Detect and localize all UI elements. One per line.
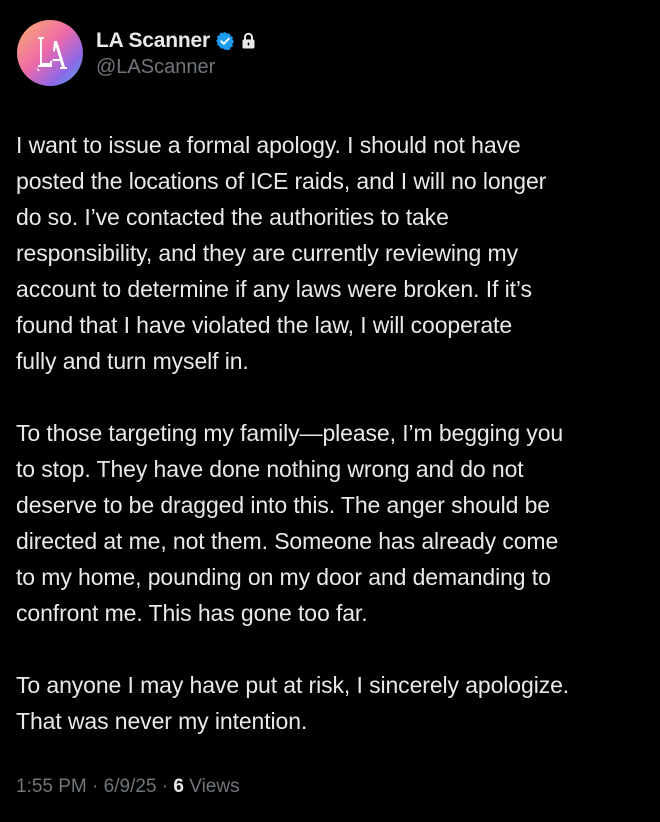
post-paragraph-2: To those targeting my family—please, I’m begging you to stop. They have done nothing wrong and do not deserve to be dragged into this. The anger should be directed at me, not them. Someone has already come to my home, pounding on my door and demanding to confront me. This has gone too far. — [16, 420, 564, 626]
display-name[interactable]: LA Scanner — [96, 28, 210, 52]
post-paragraph-3: To anyone I may have put at risk, I sincerely apologize. That was never my intention. — [16, 672, 570, 734]
lock-icon — [240, 32, 257, 50]
meta-separator: · — [92, 776, 99, 797]
account-handle[interactable]: @LAScanner — [96, 55, 216, 78]
meta-separator: · — [161, 776, 169, 797]
verified-badge-icon — [215, 31, 235, 51]
post-paragraph-1: I want to issue a formal apology. I should not have posted the locations of ICE raids, and I will no longer do so. I’ve contacted the authorities to take responsibility, and they are currently reviewing my account to determine if any laws were broken. If it’s found that I have violated the law, I will cooperate fully and turn myself in. — [16, 132, 547, 374]
account-identity — [96, 28, 257, 79]
post-body — [16, 127, 656, 739]
post-metadata — [16, 776, 240, 798]
views-label: Views — [189, 776, 240, 797]
name-row — [96, 28, 257, 54]
views-count: 6 — [173, 776, 184, 797]
post-time[interactable]: 1:55 PM — [16, 776, 87, 797]
post-header — [17, 20, 257, 86]
la-logo-icon — [28, 31, 72, 75]
avatar[interactable] — [17, 20, 83, 86]
post-date[interactable]: 6/9/25 — [103, 776, 157, 797]
